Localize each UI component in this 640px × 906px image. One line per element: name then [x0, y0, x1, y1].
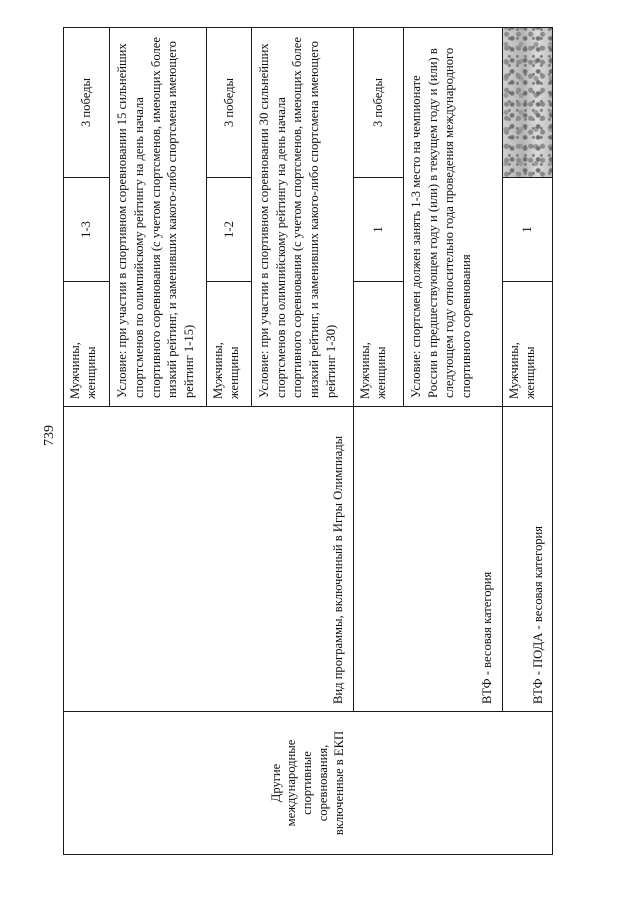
program-cell-wtf: ВТФ - весовая категория: [353, 407, 502, 712]
rotated-table-sheet: [63, 28, 553, 855]
result-cell: 3 победы: [64, 28, 110, 178]
result-cell: 3 победы: [353, 28, 403, 178]
places-cell: 1: [353, 178, 403, 282]
page-number: 739: [42, 425, 57, 446]
sex-cell: Мужчины, женщины: [64, 282, 110, 407]
program-cell-olympic: Вид программы, включенный в Игры Олимпиады: [64, 407, 354, 712]
program-cell-wtf-poda: ВТФ - ПОДА - весовая категория: [502, 407, 552, 712]
classification-table: [63, 27, 553, 855]
smudged-result-cell: [502, 28, 552, 178]
event-cell: Другие международные спортивные соревнования, включенные в ЕКП: [64, 712, 553, 855]
sex-cell: Мужчины, женщины: [353, 282, 403, 407]
sex-cell: Мужчины, женщины: [206, 282, 251, 407]
condition-cell: Условие: при участии в спортивном соревновании 30 сильнейших спортсменов по олимпийскому рейтингу на день начала спортивного соревнования (с учетом спортсменов, имеющих более низкий рейтинг, и заменивших какого-либо спортсмена имеющего рейтинг 1-30): [252, 28, 354, 407]
scan-smudge: [503, 28, 552, 177]
sex-cell: Мужчины, женщины: [502, 282, 552, 407]
result-cell: 3 победы: [206, 28, 251, 178]
places-cell: 1-3: [64, 178, 110, 282]
condition-cell: Условие: при участии в спортивном соревновании 15 сильнейших спортсменов по олимпийскому рейтингу на день начала спортивного соревнования (с учетом спортсменов, имеющих более низкий рейтинг, и заменивших какого-либо спортсмена имеющего рейтинг 1-15): [110, 28, 207, 407]
condition-cell: Условие: спортсмен должен занять 1-3 место на чемпионате России в предшествующем году и (или) в текущем году и (или) в следующем году относительно года проведения международного спортивного соревнования: [404, 28, 503, 407]
places-cell: 1: [502, 178, 552, 282]
places-cell: 1-2: [206, 178, 251, 282]
